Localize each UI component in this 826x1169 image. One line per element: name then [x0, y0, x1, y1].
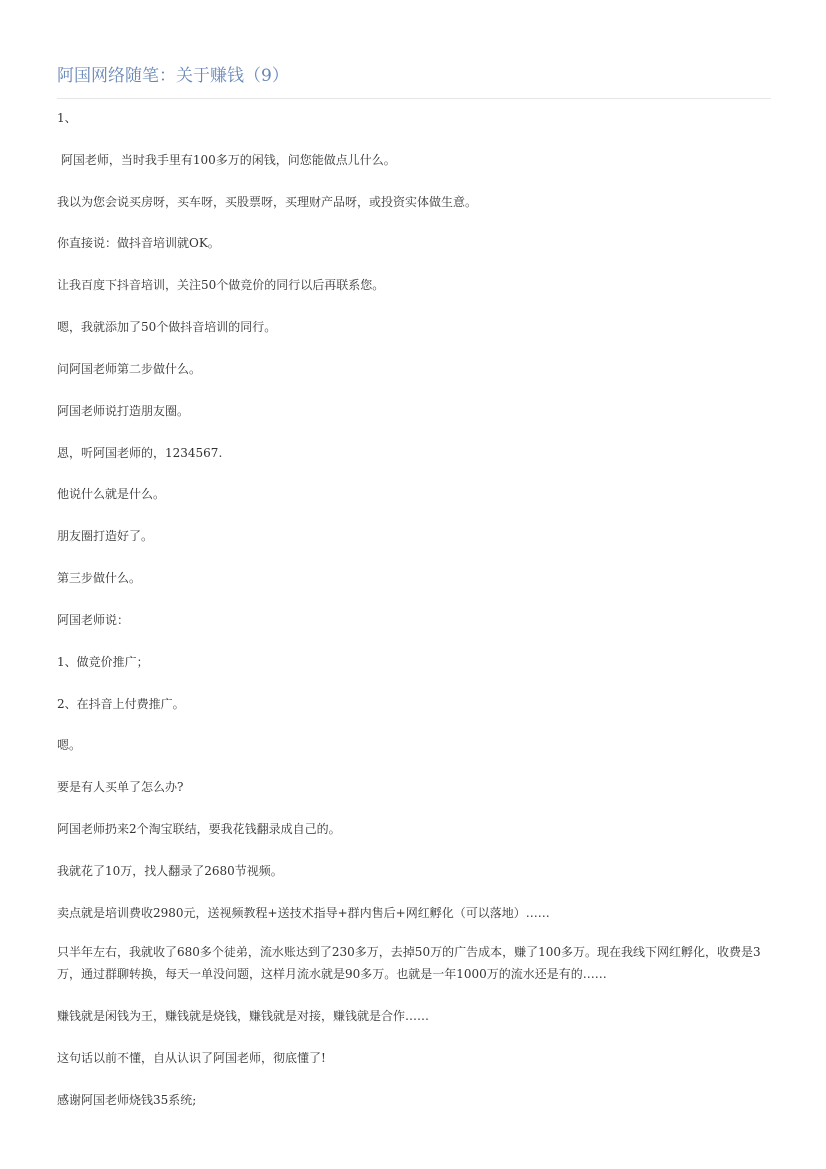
paragraph: 问阿国老师第二步做什么。: [57, 362, 202, 376]
paragraph: 朋友圈打造好了。: [57, 529, 154, 543]
paragraph: 我以为您会说买房呀，买车呀，买股票呀，买理财产品呀，或投资实体做生意。: [57, 195, 478, 209]
paragraph: 我就花了10万，找人翻录了2680节视频。: [57, 864, 283, 878]
paragraph: 让我百度下抖音培训，关注50个做竞价的同行以后再联系您。: [57, 278, 385, 292]
paragraph: 嗯。: [57, 738, 82, 752]
paragraph: 卖点就是培训费收2980元，送视频教程+送技术指导+群内售后+网红孵化（可以落地）……: [57, 906, 550, 920]
paragraph: 这句话以前不懂，自从认识了阿国老师，彻底懂了!: [57, 1051, 326, 1065]
paragraph: 嗯，我就添加了50个做抖音培训的同行。: [57, 320, 277, 334]
paragraph: 阿国老师扔来2个淘宝联结，要我花钱翻录成自己的。: [57, 822, 341, 836]
paragraph: 第三步做什么。: [57, 571, 142, 585]
paragraph: 你直接说：做抖音培训就OK。: [57, 236, 220, 250]
paragraph: 他说什么就是什么。: [57, 487, 166, 501]
paragraph: 阿国老师，当时我手里有100多万的闲钱，问您能做点儿什么。: [57, 153, 396, 167]
paragraph: 要是有人买单了怎么办?: [57, 780, 184, 794]
paragraph: 1、: [57, 111, 77, 125]
document-title: 阿国网络随笔：关于赚钱（9）: [57, 66, 289, 86]
paragraph: 恩，听阿国老师的，1234567.: [57, 446, 223, 460]
paragraph: 赚钱就是闲钱为王，赚钱就是烧钱，赚钱就是对接，赚钱就是合作……: [57, 1009, 430, 1023]
paragraph: 2、在抖音上付费推广。: [57, 697, 185, 711]
title-divider: [57, 98, 771, 99]
paragraph: 1、做竞价推广；: [57, 655, 149, 669]
paragraph: 阿国老师说：: [57, 613, 130, 627]
paragraph: 感谢阿国老师烧钱35系统;: [57, 1093, 197, 1107]
paragraph: 阿国老师说打造朋友圈。: [57, 404, 190, 418]
paragraph: 只半年左右，我就收了680多个徒弟，流水账达到了230多万，去掉50万的广告成本，赚了100多万。现在我线下网红孵化，收费是3万，通过群聊转换，每天一单没问题，这样月流水就是90多万。也就是一年1000万的流水还是有的……: [57, 945, 761, 981]
